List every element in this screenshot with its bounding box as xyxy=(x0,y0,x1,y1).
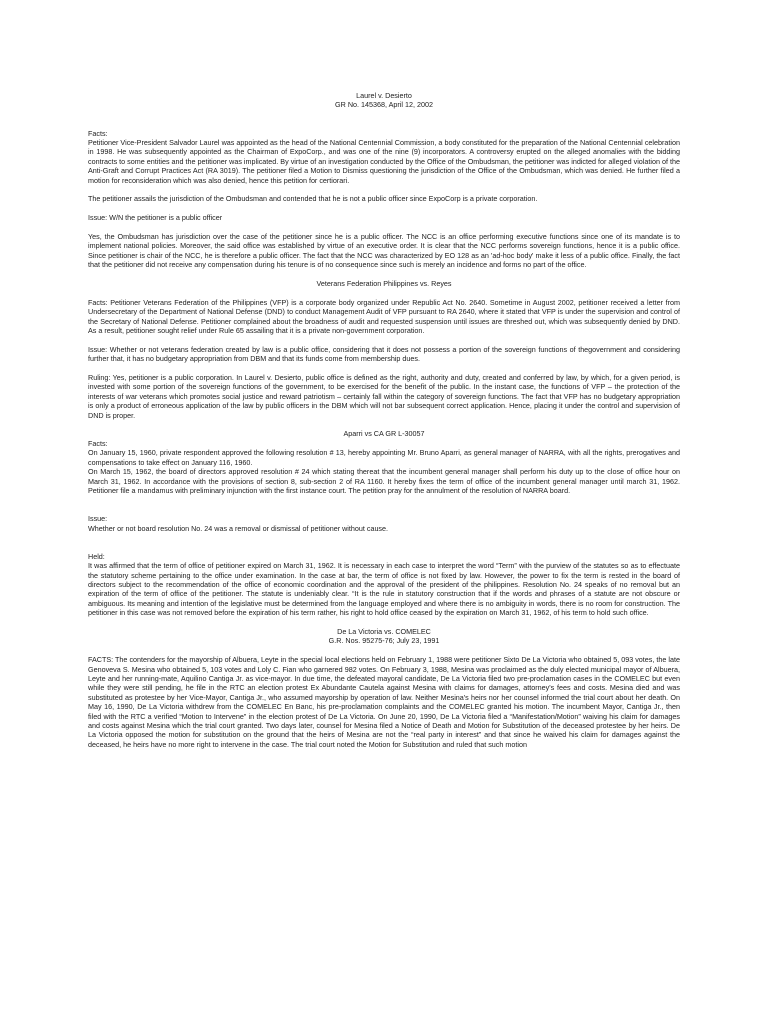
case-title-delavictoria: De La Victoria vs. COMELEC xyxy=(337,626,431,636)
case-title-laurel: Laurel v. Desierto xyxy=(356,91,412,100)
held-label: Held: xyxy=(88,551,105,561)
issue-label: Issue: xyxy=(88,514,108,524)
facts-paragraph: On January 15, 1960, private respondent approved the following resolution # 13, hereby appointing Mr. Bruno Aparri, as general manager of NARRA, with all the rights, prerogatives and compensations to take effect on January 116, 1960. xyxy=(88,448,680,467)
issue-paragraph: Whether or not board resolution No. 24 was a removal or dismissal of petitioner without cause. xyxy=(88,523,389,533)
facts-paragraph: Petitioner Vice-President Salvador Laurel was appointed as the head of the National Centennial Commission, a body constituted for the preparation of the National Centennial celebration in 1998. He was subsequently appointed as the Chairman of ExpoCorp., and was one of the nine (9) incorporators. A controversy erupted on the alleged anomalies with the bidding contracts to some entities and the petitioner was implicated. By virtue of an investigation conducted by the Office of the Ombudsman, the petitioner was indicted for alleged violation of the Anti-Graft and Corrupt Practices Act (RA 3019). The petitioner filed a Motion to Dismiss questioning the jurisdiction of the Office of the Ombudsman, which was denied. He further filed a motion for reconsideration which was also denied, hence this petition for certiorari. xyxy=(88,138,680,185)
facts-paragraph: The petitioner assails the jurisdiction of the Ombudsman and contended that he is not a public officer since ExpoCorp is a private corporation. xyxy=(88,194,538,204)
facts-label: Facts: xyxy=(88,128,108,138)
document-page xyxy=(88,91,680,749)
ruling-paragraph: Yes, the Ombudsman has jurisdiction over the case of the petitioner since he is a public officer. The NCC is an office performing executive functions since one of its mandate is to implement national policies. Moreover, the said office was established by virtue of an executive order. It is clear that the NCC performs sovereign functions, hence it is a public office. Since petitioner is chair of the NCC, he is therefore a public officer. The fact that the NCC was characterized by EO 128 as an 'ad-hoc body' make it less of a public office. Finally, the fact that the petitioner did not receive any compensation during his tenure is of no consequence since such is merely an incidence and forms no part of the office. xyxy=(88,232,680,270)
case-citation-delavictoria: G.R. Nos. 95275-76; July 23, 1991 xyxy=(328,636,440,646)
facts-label: Facts: xyxy=(88,438,108,448)
case-citation-laurel: GR No. 145368, April 12, 2002 xyxy=(335,100,433,110)
facts-paragraph: FACTS: The contenders for the mayorship of Albuera, Leyte in the special local elections held on February 1, 1988 were petitioner Sixto De La Victoria who obtained 5, 093 votes, the late Genoveva S. Mesina who obtained 5, 103 votes and Loly C. Fian who garnered 982 votes. On February 3, 1988, Mesina was proclaimed as the duly elected municipal mayor of Albuera, Leyte and her running-mate, Aquilino Cantiga Jr. as vice-mayor. In due time, the defeated mayoral candidate, De La Victoria filed two pre-proclamation cases in the COMELEC but even while they were still pending, he file in the RTC an election protest Ex Abundante Cautela against Mesina with claims for damages, attorney's fees and costs. Mesina died and was substituted as protestee by her Vice-Mayor, Cantiga Jr., who assumed mayorship by operation of law. Neither Mesina's heirs nor her counsel informed the trial court about her death. On May 16, 1990, De La Victoria withdrew from the COMELEC En Banc, his pre-proclamation complaints and the COMELEC granted his motion. The incumbent Mayor, Cantiga Jr., then filed with the RTC a verified “Motion to Intervene” in the election protest of De La Victoria. On June 20, 1990, De La Victoria filed a “Manifestation/Motion” waiving his claim for damages and costs against Mesina which the trial court granted. Two days later, counsel for Mesina filed a Notice of Death and Motion for Substitution of the deceased protestee by her heirs. De La Victoria opposed the motion for substitution on the ground that the heirs of Mesina are not the “real party in interest” and that since he waived his claim for damages against the deceased, he heirs have no more right to intervene in the case. The trial court noted the Motion for Substitution and ruled that such motion xyxy=(88,655,680,749)
facts-paragraph: On March 15, 1962, the board of directors approved resolution # 24 which stating thereat that the incumbent general manager shall perform his duty up to the close of office hour on March 31, 1962. In accordance with the provisions of section 8, sub-section 2 of RA 1160. It hereby fixes the term of office of the incumbent general manager until march 31, 1962. Petitioner file a mandamus with preliminary injunction with the first instance court. The petition pray for the annulment of the resolution of NARRA board. xyxy=(88,467,680,495)
case-title-aparri: Aparri vs CA GR L-30057 xyxy=(343,429,425,439)
facts-paragraph: Facts: Petitioner Veterans Federation of the Philippines (VFP) is a corporate body organized under Republic Act No. 2640. Sometime in August 2002, petitioner received a letter from Undersecretary of the Department of National Defense (DND) to conduct Management Audit of VFP pursuant to RA 2640, where it stated that VFP is under the supervision and control of the Secretary of National Defense. Petitioner complained about the broadness of audit and requested suspension until issues are threshed out, which was subsequently denied by DND. As a result, petitioner sought relief under Rule 65 assailing that it is a private non-government corporation. xyxy=(88,297,680,336)
held-paragraph: It was affirmed that the term of office of petitioner expired on March 31, 1962. It is necessary in each case to interpret the word “Term” with the purview of the statutes so as to effectuate the statutory scheme pertaining to the office under examination. In the case at bar, the term of office is not fixed by law. However, the power to fix the term is rested in the board of directors subject to the recommendation of the office of economic coordination and the approval of the president of the philippines. Resolution No. 24 speaks of no removal but an expiration of the term of office of the petitioner. The statute is undeniably clear. “It is the rule in statutory construction that if the words and phrases of a statute are not obscure or ambiguous. Its meaning and intention of the legislative must be determined from the language employed and where there is no ambiguity in words, there is no room for construction. The petitioner in this case was not removed before the expiration of his term rather, his right to hold office ceased by the expiration on March 31, 1962, of his term to hold such office. xyxy=(88,561,680,618)
ruling-paragraph: Ruling: Yes, petitioner is a public corporation. In Laurel v. Desierto, public office is defined as the right, authority and duty, created and conferred by law, by which, for a given period, is invested with some portion of the sovereign functions of the government, to be exercised for the benefit of the public. In the instant case, the functions of VFP – the protection of the interests of war veterans which promotes social justice and reward patriotism – certainly fall within the category of sovereign functions. The fact that VFP has no budgetary appropriation is only a product of erroneous application of the law by public officers in the DBM which will not bar subsequent correct application. Hence, placing it under the control and supervision of DND is proper. xyxy=(88,373,680,420)
issue-paragraph: Issue: W/N the petitioner is a public officer xyxy=(88,213,223,223)
issue-paragraph: Issue: Whether or not veterans federation created by law is a public office, considering that it does not possess a portion of the sovereign functions of thegovernment and considering further that, it has no budgetary appropriation from DBM and that its funds come from membership dues. xyxy=(88,344,680,364)
case-title-vfp: Veterans Federation Philippines vs. Reyes xyxy=(316,279,452,289)
